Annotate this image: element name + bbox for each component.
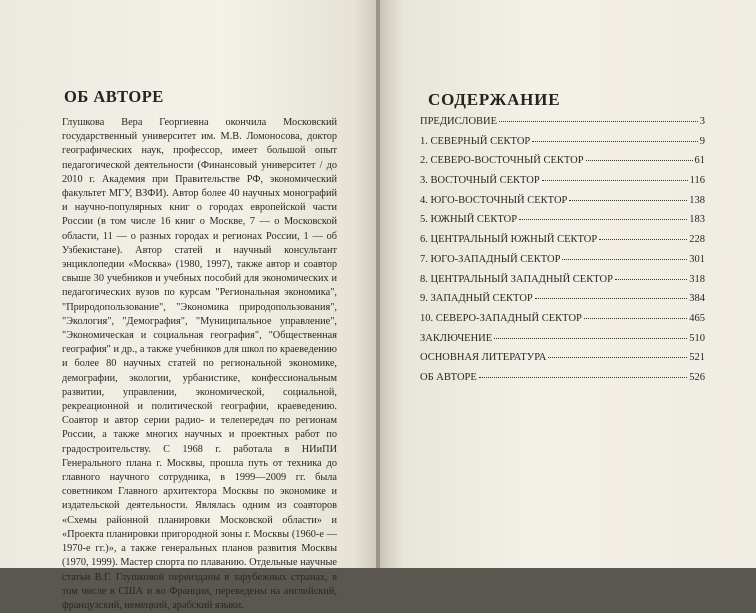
toc-entry (420, 313, 705, 333)
toc-leader-dots (569, 200, 687, 201)
toc-entry-title: ОСНОВНАЯ ЛИТЕРАТУРА (420, 352, 547, 364)
toc-leader-dots (499, 121, 698, 122)
toc-leader-dots (494, 338, 687, 339)
toc-entry (420, 214, 705, 234)
toc-leader-dots (519, 219, 687, 220)
toc-leader-dots (615, 279, 687, 280)
toc-entry-page: 116 (689, 175, 705, 187)
table-of-contents (420, 116, 705, 392)
toc-leader-dots (562, 259, 687, 260)
toc-entry (420, 254, 705, 274)
toc-entry-title: 9. ЗАПАДНЫЙ СЕКТОР (420, 293, 533, 305)
toc-entry (420, 136, 705, 156)
toc-entry (420, 352, 705, 372)
toc-entry-page: 9 (699, 135, 705, 147)
toc-entry-page: 526 (689, 371, 705, 383)
toc-entry (420, 195, 705, 215)
toc-entry-page: 301 (689, 253, 705, 265)
toc-entry-title: ЗАКЛЮЧЕНИЕ (420, 332, 493, 344)
toc-entry-title: ПРЕДИСЛОВИЕ (420, 116, 498, 127)
toc-entry-page: 228 (689, 234, 705, 246)
toc-leader-dots (584, 318, 687, 319)
toc-entry (420, 293, 705, 313)
about-author-heading: ОБ АВТОРЕ (64, 87, 164, 106)
toc-entry-title: 5. ЮЖНЫЙ СЕКТОР (420, 214, 518, 226)
toc-entry (420, 155, 705, 175)
toc-entry-page: 3 (699, 116, 705, 127)
toc-entry-page: 465 (689, 312, 705, 324)
toc-entry-title: 10. СЕВЕРО-ЗАПАДНЫЙ СЕКТОР (420, 312, 582, 324)
toc-entry (420, 274, 705, 294)
toc-entry-title: 8. ЦЕНТРАЛЬНЫЙ ЗАПАДНЫЙ СЕКТОР (420, 273, 613, 285)
toc-leader-dots (479, 377, 687, 378)
toc-entry-title: ОБ АВТОРЕ (420, 371, 477, 383)
toc-entry (420, 234, 705, 254)
author-bio-text: Глушкова Вера Георгиевна окончила Московский государственный университет им. М.В. Ломоносова, доктор географических наук, профессор, имеет большой опыт педагогической деятельности (Финансовый университет / до 2010 г. Академия при Правительстве РФ, экономический факультет МГУ, ВЗФИ). Автор более 40 научных монографий и научно-популярных книг о городах европейской части России (в том числе 16 книг о Москве, 7 — о Московской области, 11 — о разных городах и регионах России, 1 — об Узбекистане). Автор статей и научный консультант энциклопедии «Москва» (1980, 1997), также автор и соавтор свыше 30 учебников и учебных пособий для экономических и педагогических вузов по курсам "Региональная экономика", "Природопользование", "Экономика природопользования", "Экология", "Демография", "Муниципальное управление", "Экономическая и социальная география", "Общественная география" и др., а также учебников для школ по краеведению и более 80 научных статей по региональной экономике, демографии, экологии, урбанистике, конфессиональным развитии, управлении, экономической, социальной, рекреационной и политической географии, краеведению. Соавтор и автор серии радио- и телепередач по регионам России, а также многих научных и проектных работ по градостроительству. С 1968 г. работала в НИиПИ Генерального плана г. Москвы, прошла путь от техника до главного научного сотрудника, в 1999—2009 гг. была советником Главного архитектора Москвы по экономике и издательской деятельности. Являлась одним из соавторов «Схемы районной планировки Московской области» и «Проекта планировки пригородной зоны г. Москвы (1960-е — 1970-е гг.)», а также генеральных планов развития Москвы (1970, 1999). Мастер спорта по плаванию. Отдельные научные статьи В.Г. Глушковой переизданы в зарубежных странах, в том числе в США и во Франции, переведены на английский, французский, немецкий, арабский языки. (62, 117, 337, 611)
toc-leader-dots (599, 239, 687, 240)
contents-heading: СОДЕРЖАНИЕ (428, 90, 561, 109)
toc-leader-dots (542, 180, 688, 181)
toc-entry-title: 1. СЕВЕРНЫЙ СЕКТОР (420, 135, 531, 147)
toc-entry-title: 4. ЮГО-ВОСТОЧНЫЙ СЕКТОР (420, 194, 568, 206)
toc-entry-page: 384 (689, 293, 705, 305)
toc-entry (420, 333, 705, 353)
toc-entry (420, 372, 705, 392)
toc-entry-page: 510 (689, 332, 705, 344)
toc-entry (420, 175, 705, 195)
toc-entry-page: 183 (689, 214, 705, 226)
toc-entry-title: 2. СЕВЕРО-ВОСТОЧНЫЙ СЕКТОР (420, 155, 584, 167)
toc-entry (420, 116, 705, 136)
toc-entry-page: 318 (689, 273, 705, 285)
toc-leader-dots (548, 357, 687, 358)
toc-entry-title: 3. ВОСТОЧНЫЙ СЕКТОР (420, 175, 540, 187)
toc-leader-dots (532, 141, 698, 142)
toc-entry-page: 61 (694, 155, 705, 167)
toc-entry-page: 138 (689, 194, 705, 206)
toc-leader-dots (586, 160, 693, 161)
toc-leader-dots (535, 298, 688, 299)
toc-entry-title: 7. ЮГО-ЗАПАДНЫЙ СЕКТОР (420, 253, 561, 265)
toc-entry-title: 6. ЦЕНТРАЛЬНЫЙ ЮЖНЫЙ СЕКТОР (420, 234, 598, 246)
toc-entry-page: 521 (689, 352, 705, 364)
